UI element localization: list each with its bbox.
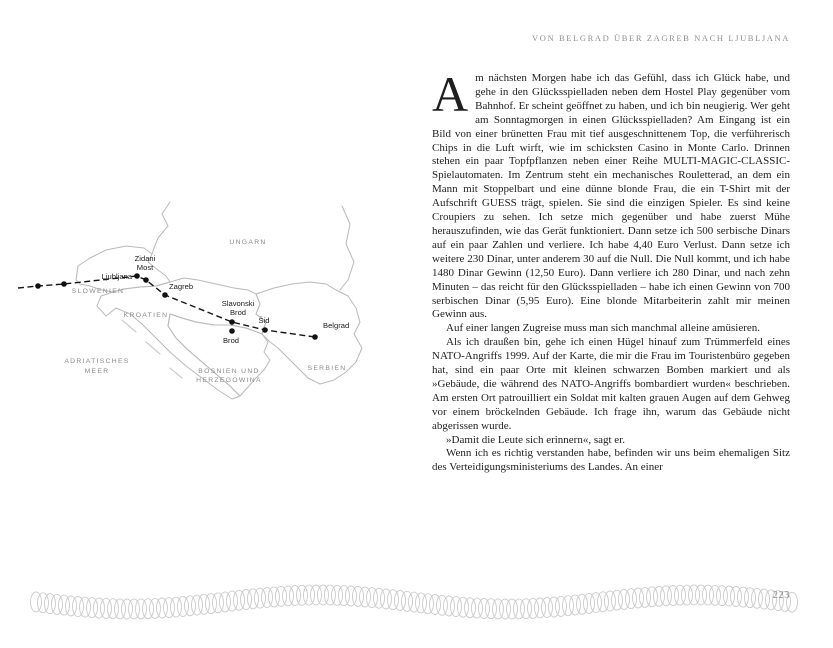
map-label-zidani-most-line1: Zidani [134,254,156,263]
map-label-slowenien: SLOWENIEN [71,288,125,295]
paragraph-first-text: m nächsten Morgen habe ich das Gefühl, dass ich Glück habe, und gehe in den Glücksspielladen neben dem Hostel Play gegenüber vom Bahnhof. Er scheint geöffnet zu haben, und ich bin neugierig. Wer geht am Sonntagmorgen in einen Glücksspielladen? Am Eingang ist ein Bild von einer brünetten Frau mit tief ausgeschnittenem Top, die verführerisch Chips in die Luft wirft, wie im schicksten Casino in Monte Carlo. Drinnen stehen ein paar Topfpflanzen neben einer Reihe MULTI-MAGIC-CLASSIC-Spielautomaten. Im Zentrum steht ein mechanisches Rouletterad, an dem ein Mann mit Stoppelbart und eine dünne blonde Frau, die ein T-Shirt mit der Aufschrift GUESS trägt, spielen. Sie sind die einzigen Spieler. Es sind keine Croupiers zu sehen. Ich setze mich gegenüber und habe zuerst Mühe herauszufinden, wie das Gerät funktioniert. Dann setze ich 500 serbische Dinars auf ein paar Zahlen und verliere. Ich habe 4,40 Euro Verlust. Dann setze ich weitere 230 Dinar, unter anderem 30 auf die Null. Die Null kommt, und ich habe 1480 Dinar Gewinn (12,50 Euro). Dann verliere ich 280 Dinar, und nach zehn Minuten – das reicht für den Glücksspielladen – habe ich einen Gewinn von 700 serbischen Dinar (5,95 Euro). Eine blonde Mitarbeiterin zahlt mir meinen Gewinn aus. [432,72,790,321]
map-label-adriatic-line1: ADRIATISCHES [64,358,130,365]
city-dot-ljubljana [134,273,140,279]
decorative-coil [0,572,833,632]
map-island-2 [146,342,160,354]
paragraph-first [432,66,790,322]
chapter-running-header: VON BELGRAD ÜBER ZAGREB NACH LJUBLJANA [532,33,790,43]
map-label-serbien: SERBIEN [307,365,347,372]
city-dot-zagreb [162,292,168,298]
map-label-ljubljana: Ljubljana [101,272,132,281]
balkan-route-map [18,192,420,424]
map-label-slavonski-brod-line2: Brod [229,308,247,317]
city-dot-sid [262,327,268,333]
paragraph-2: Auf einer langen Zugreise muss man sich manchmal alleine amüsieren. [446,322,761,335]
map-label-ungarn: UNGARN [229,239,267,246]
paragraph-5: Wenn ich es richtig verstanden habe, befinden wir uns beim ehemaligen Sitz des Verteidigungsministeriums des Landes. An einer [432,447,790,474]
route-dot-2 [61,281,67,287]
page-number: 223 [772,590,790,601]
map-label-zidani-most-line2: Most [136,263,154,272]
body-text-column [432,66,790,475]
map-label-bosnien-line1: BOSNIEN UND [198,368,260,375]
map-label-brod: Brod [222,336,240,345]
map-label-slavonski-brod-line1: Slavonski [221,299,255,308]
map-border-hungary-east [340,206,354,290]
city-dot-slavonski-brod [229,319,235,325]
paragraph-4: »Damit die Leute sich erinnern«, sagt er. [446,433,625,446]
map-label-sid: Šid [258,316,270,325]
map-border-hungary-west [152,202,170,254]
city-dot-belgrad [312,334,318,340]
map-island-1 [122,320,136,332]
route-dot-1 [35,283,41,289]
city-dot-brod [229,328,235,334]
paragraph-3: Als ich draußen bin, gehe ich einen Hügel hinauf zum Trümmerfeld eines NATO-Angriffs 1999. Auf der Karte, die mir die Frau im Touristenbüro gegeben hat, sind ein paar Orte mit kleinen schwarzen Bomben markiert und als »Gebäude, die während des NATO-Angriffs bombardiert wurden« beschrieben. Am ersten Ort patrouilliert ein Soldat mit kalten grauen Augen auf dem Gehweg vor einem bröckelnden Gebäude. Ich frage ihn, warum das Gebäude nicht abgerissen wurde. [432,336,790,432]
map-island-3 [170,368,182,378]
map-label-kroatien: KROATIEN [123,312,169,319]
dropcap-letter: A [432,66,469,122]
city-dot-zidani-most [143,277,149,283]
map-label-adriatic-line2: MEER [84,368,110,375]
map-outline-slovenia [76,246,170,292]
map-label-bosnien-line2: HERZEGOWINA [196,377,262,384]
map-label-belgrad: Belgrad [323,321,350,330]
map-label-zagreb: Zagreb [169,282,194,291]
